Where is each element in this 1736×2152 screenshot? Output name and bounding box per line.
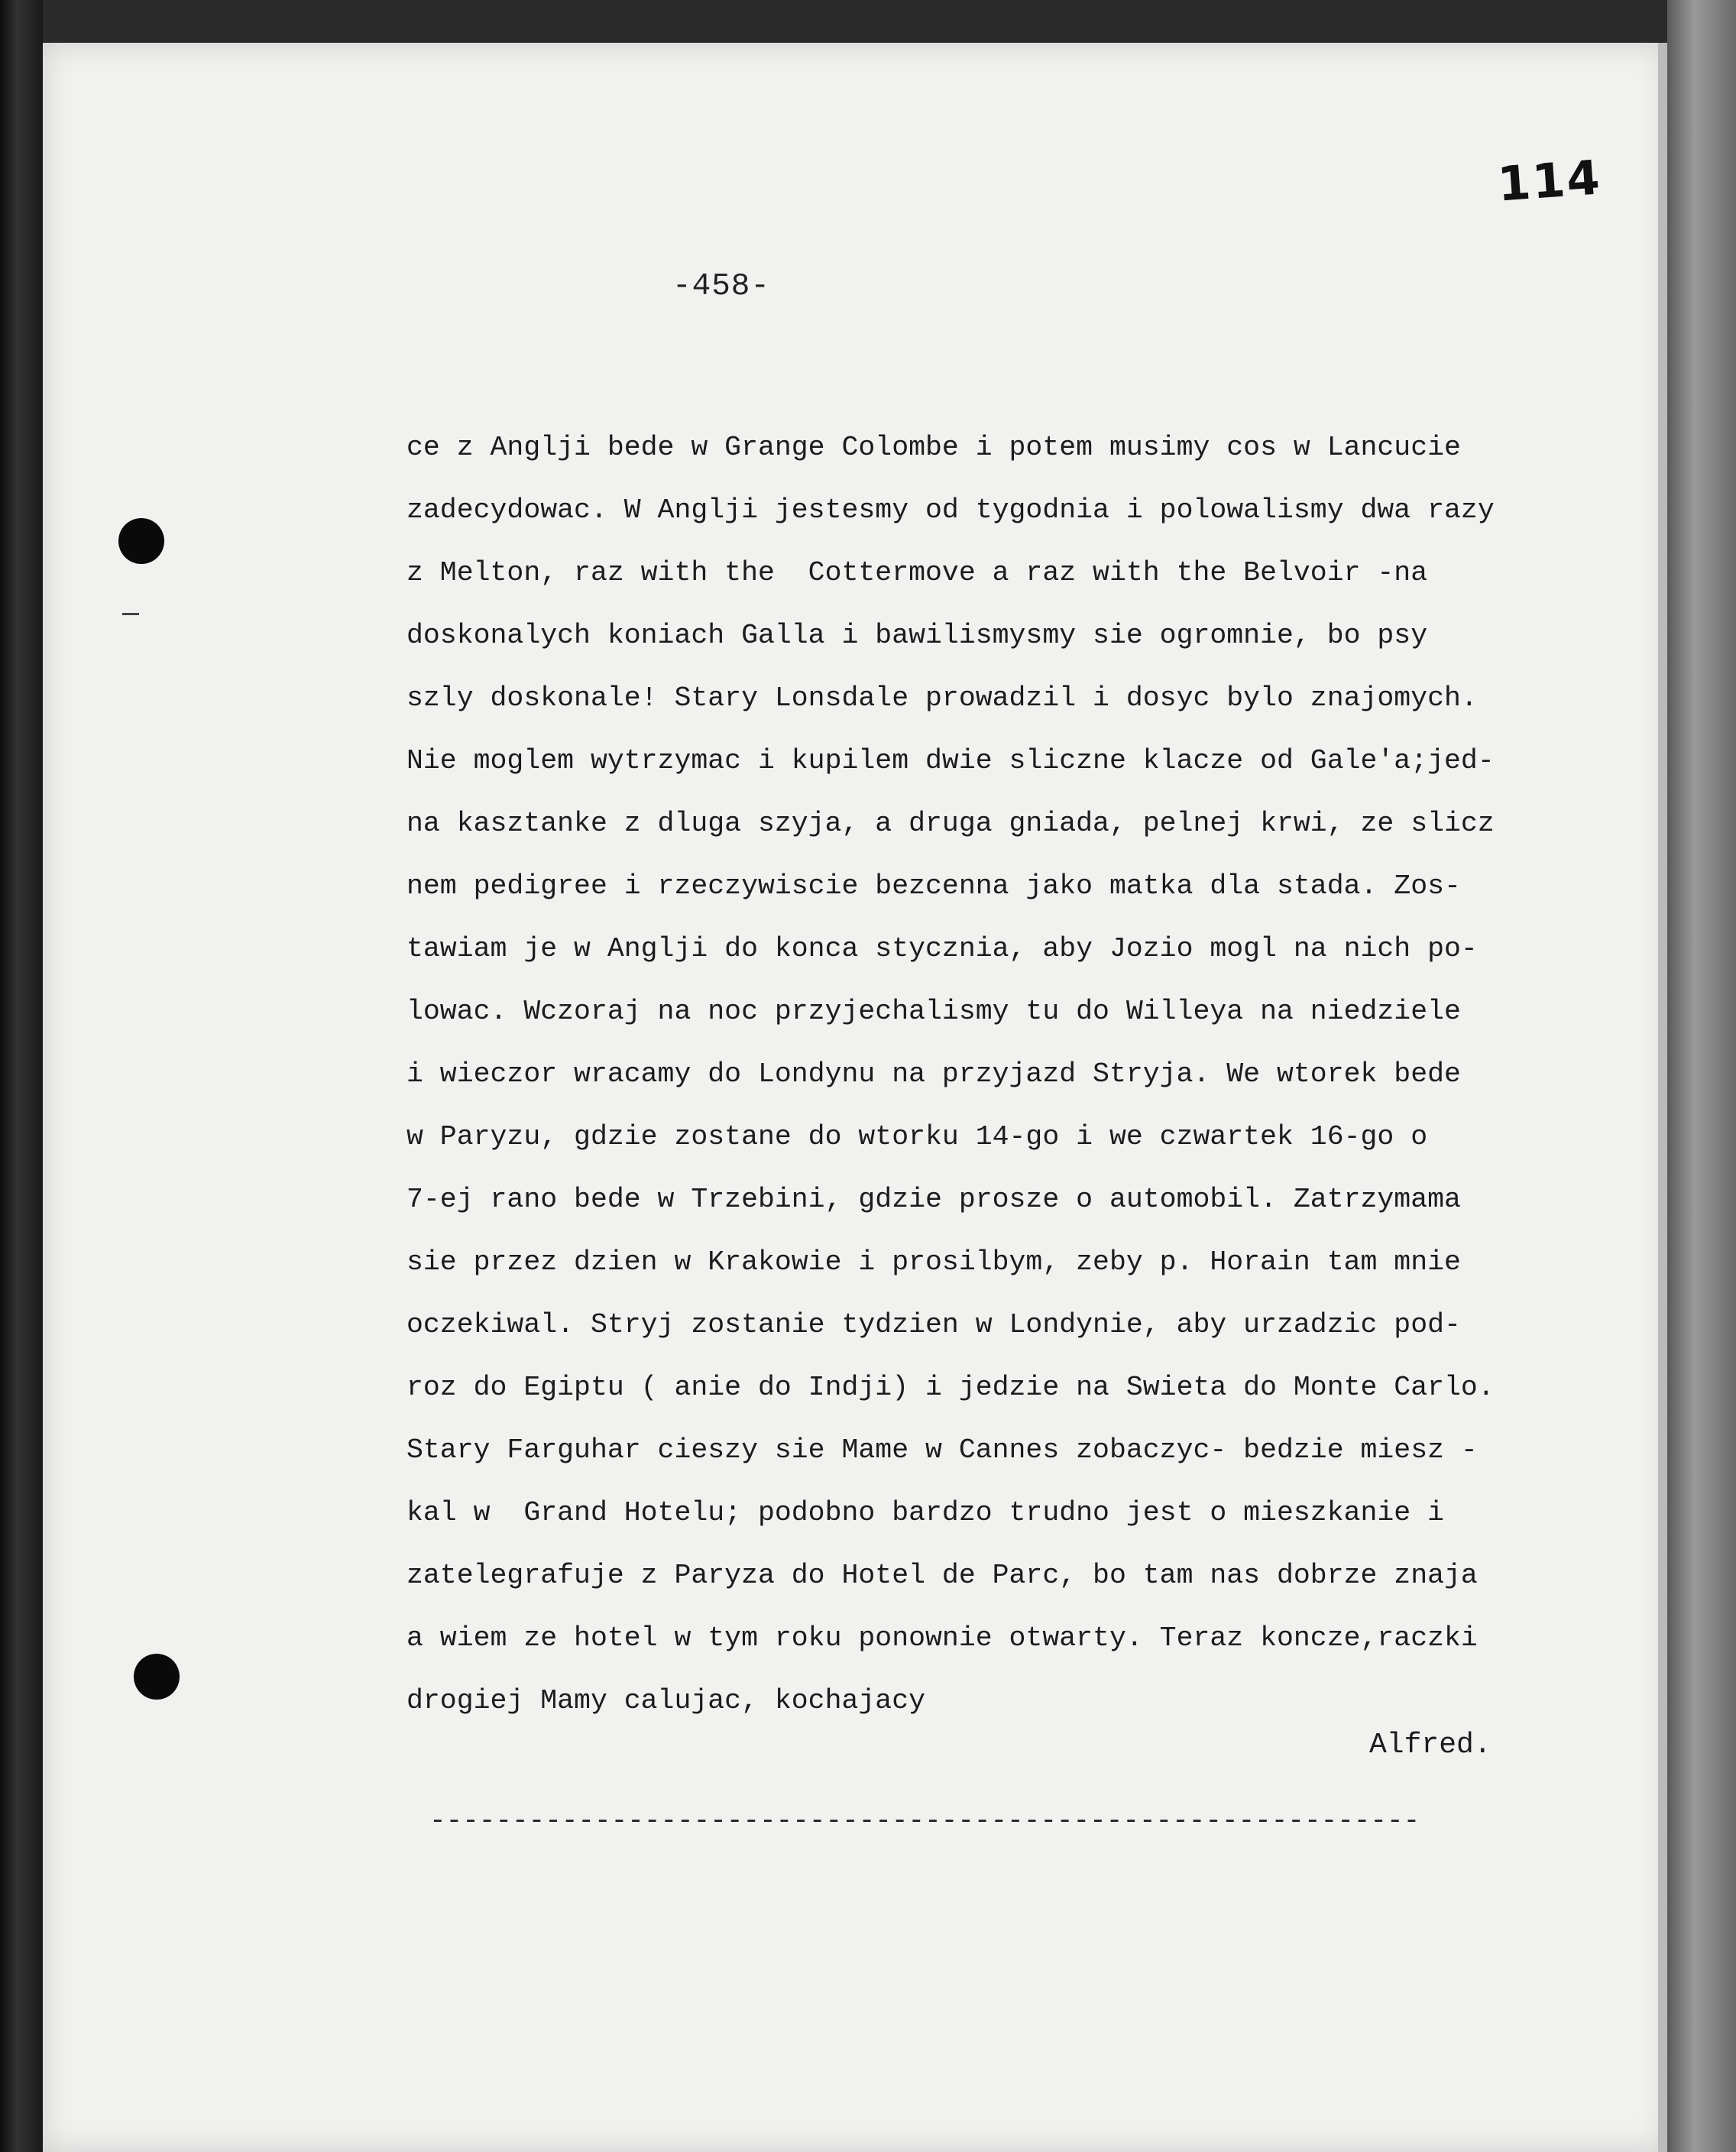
text-line: w Paryzu, gdzie zostane do wtorku 14-go i we czwartek 16-go o xyxy=(406,1121,1428,1152)
text-line: 7-ej rano bede w Trzebini, gdzie prosze o automobil. Zatrzymama xyxy=(406,1184,1461,1215)
punch-hole-icon xyxy=(134,1654,180,1700)
scan-border-top xyxy=(0,0,1736,46)
punch-hole-icon xyxy=(118,518,164,564)
text-line: roz do Egiptu ( anie do Indji) i jedzie na Swieta do Monte Carlo. xyxy=(406,1372,1495,1403)
separator-rule: ------------------------------------------------------------ xyxy=(429,1805,1420,1836)
text-line: ce z Anglji bede w Grange Colombe i potem musimy cos w Lancucie xyxy=(406,432,1461,463)
text-line: z Melton, raz with the Cottermove a raz with the Belvoir -na xyxy=(406,557,1428,588)
text-line: Nie moglem wytrzymac i kupilem dwie sliczne klacze od Gale'a;jed- xyxy=(406,745,1495,776)
handwritten-archive-number: 114 xyxy=(1495,149,1603,212)
text-line: Stary Farguhar cieszy sie Mame w Cannes zobaczyc- bedzie miesz - xyxy=(406,1434,1478,1466)
text-line: drogiej Mamy calujac, kochajacy xyxy=(406,1685,926,1716)
scan-border-right xyxy=(1667,0,1736,2152)
text-line: oczekiwal. Stryj zostanie tydzien w Londynie, aby urzadzic pod- xyxy=(406,1309,1461,1340)
text-line: kal w Grand Hotelu; podobno bardzo trudno jest o mieszkanie i xyxy=(406,1497,1445,1528)
text-line: szly doskonale! Stary Lonsdale prowadzil i dosyc bylo znajomych. xyxy=(406,682,1478,714)
margin-mark xyxy=(122,613,139,615)
letter-body xyxy=(406,416,1675,1732)
text-line: doskonalych koniach Galla i bawilismysmy sie ogromnie, bo psy xyxy=(406,620,1428,651)
text-line: nem pedigree i rzeczywiscie bezcenna jako matka dla stada. Zos- xyxy=(406,870,1461,902)
text-line: tawiam je w Anglji do konca stycznia, aby Jozio mogl na nich po- xyxy=(406,933,1478,964)
text-line: lowac. Wczoraj na noc przyjechalismy tu do Willeya na niedziele xyxy=(406,996,1461,1027)
signature: Alfred. xyxy=(1369,1729,1491,1761)
text-line: zadecydowac. W Anglji jestesmy od tygodnia i polowalismy dwa razy xyxy=(406,494,1495,526)
scan-border-left xyxy=(0,0,43,2152)
text-line: a wiem ze hotel w tym roku ponownie otwarty. Teraz koncze,raczki xyxy=(406,1622,1478,1654)
text-line: na kasztanke z dluga szyja, a druga gniada, pelnej krwi, ze slicz xyxy=(406,808,1495,839)
text-line: sie przez dzien w Krakowie i prosilbym, zeby p. Horain tam mnie xyxy=(406,1246,1461,1278)
text-line: i wieczor wracamy do Londynu na przyjazd Stryja. We wtorek bede xyxy=(406,1058,1461,1090)
text-line: zatelegrafuje z Paryza do Hotel de Parc, bo tam nas dobrze znaja xyxy=(406,1560,1478,1591)
page-number: -458- xyxy=(672,269,771,304)
